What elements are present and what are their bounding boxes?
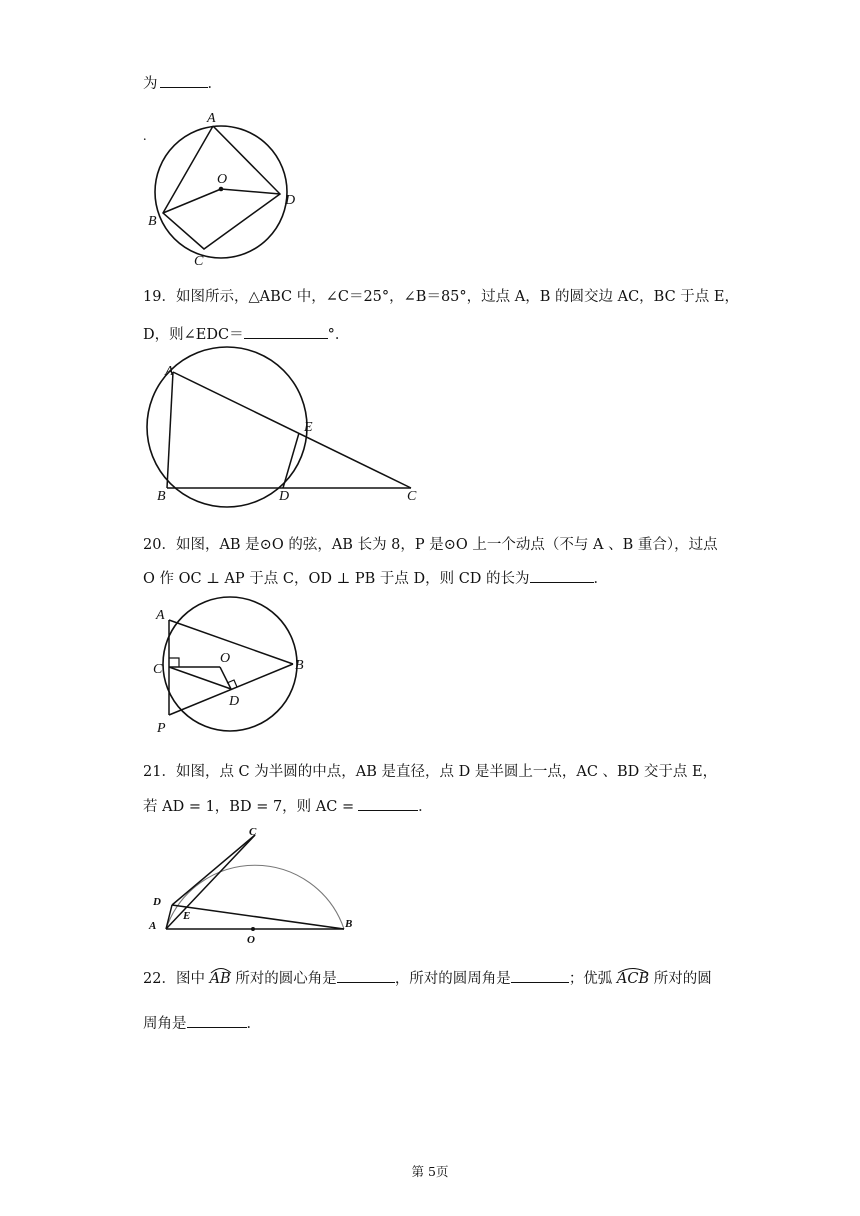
fig20-label-c: C — [153, 662, 163, 677]
fig19-label-c: C — [407, 489, 417, 504]
fig18-label-c: C — [194, 254, 204, 269]
fig18-label-d: D — [285, 193, 296, 208]
fig18-label-o: O — [217, 172, 228, 187]
answer-blank — [530, 568, 594, 583]
answer-blank — [358, 796, 418, 811]
answer-blank — [244, 324, 328, 339]
figure-19 — [145, 358, 435, 508]
fig19-label-b: B — [157, 489, 166, 504]
q20-line2 — [143, 568, 608, 589]
fig21-label-c: C — [249, 826, 257, 838]
answer-blank — [187, 1013, 247, 1028]
fig18-dot: . — [143, 129, 147, 144]
figure-18 — [140, 105, 340, 269]
answer-blank — [337, 968, 395, 983]
figure-20 — [145, 597, 325, 737]
arc-ab — [210, 969, 231, 989]
arc-acb-label: ACB — [616, 971, 650, 987]
arc-ab-label: AB — [209, 971, 231, 987]
fig19-label-e: E — [304, 420, 313, 435]
fig21-label-a: A — [149, 920, 157, 932]
page-number: 第 5页 — [411, 1164, 449, 1179]
fig18-label-b: B — [148, 214, 157, 229]
fig21-label-e: E — [183, 910, 191, 922]
answer-blank — [511, 968, 569, 983]
q21-line2-pre: 若 AD = 1，BD = 7，则 AC = — [143, 799, 355, 815]
figure-21 — [145, 825, 375, 950]
fig20-label-p: P — [157, 721, 166, 736]
q19-line2-post: °． — [327, 327, 350, 343]
q21-line1: 21．如图，点 C 为半圆的中点，AB 是直径，点 D 是半圆上一点，AC 、BD 交于点 E， — [143, 764, 718, 780]
fig19-label-d: D — [279, 489, 290, 504]
q22-text-b: 所对的圆心角是 — [235, 971, 337, 987]
answer-blank — [160, 73, 208, 88]
q20-line1: 20．如图，AB 是⊙O 的弦，AB 长为 8，P 是⊙O 上一个动点（不与 A 、B 重合），过点 — [143, 537, 718, 553]
arc-acb — [617, 969, 649, 989]
q22-text-d: ；优弧 — [568, 971, 613, 987]
fig20-label-o: O — [220, 651, 231, 666]
q19-line2-pre: D，则∠EDC＝ — [143, 327, 244, 343]
fig20-label-b: B — [295, 658, 304, 673]
q22-line2-pre: 周角是 — [143, 1016, 187, 1032]
q22-line1 — [143, 968, 712, 989]
arc-mark-icon — [210, 966, 232, 974]
q22-line2 — [143, 1013, 261, 1034]
fig21-label-d: D — [153, 896, 161, 908]
fig21-label-o: O — [247, 934, 255, 946]
fig19-label-a: A — [165, 364, 174, 379]
q21-line2-post: ． — [418, 799, 433, 815]
arc-mark-icon — [617, 966, 649, 974]
fig21-label-b: B — [345, 918, 353, 930]
q22-text-e: 所对的圆 — [653, 971, 712, 987]
q20-line2-pre: O 作 OC ⊥ AP 于点 C，OD ⊥ PB 于点 D，则 CD 的长为 — [143, 571, 530, 587]
q18-tail-text: 为 — [143, 76, 158, 92]
fig20-label-a: A — [156, 608, 165, 623]
fig20-label-d: D — [229, 694, 240, 709]
q22-text-c: ，所对的圆周角是 — [394, 971, 511, 987]
q19-line2 — [143, 324, 349, 345]
q20-line2-post: ． — [593, 571, 609, 587]
q22-line2-post: ． — [246, 1016, 261, 1032]
q22-text-a: 22．图中 — [143, 971, 205, 987]
fig18-label-a: A — [207, 111, 216, 126]
q21-line2 — [143, 796, 433, 817]
q18-tail: 为 ． — [143, 73, 222, 94]
q19-line1: 19．如图所示，△ABC 中，∠C＝25°，∠B＝85°，过点 A，B 的圆交边 AC，BC 于点 E， — [143, 289, 739, 305]
